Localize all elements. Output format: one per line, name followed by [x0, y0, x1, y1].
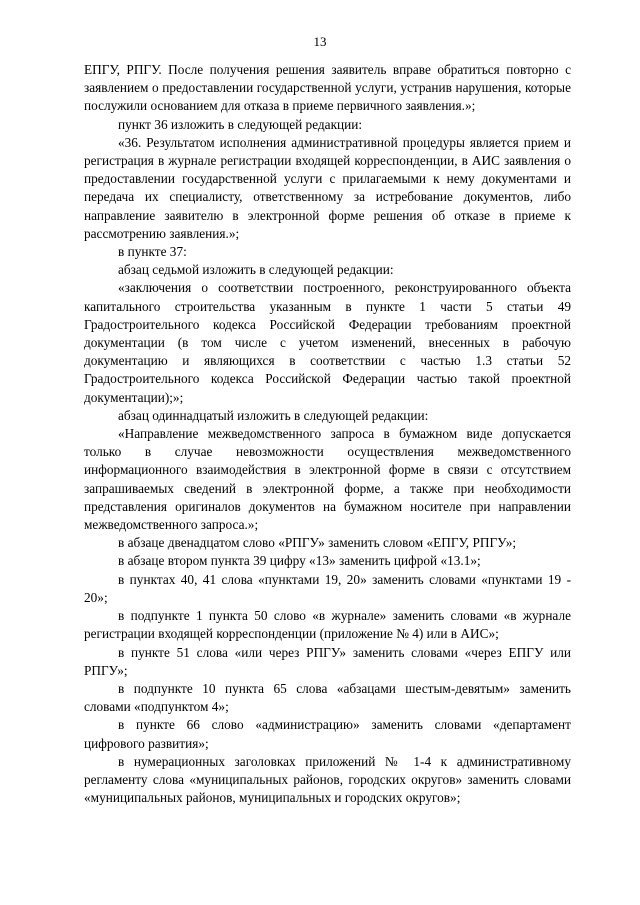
paragraph: в пунктах 40, 41 слова «пунктами 19, 20» заменить словами «пунктами 19 - 20»;: [84, 571, 571, 605]
paragraph: «Направление межведомственного запроса в бумажном виде допускается только в случае невозможности осуществления межведомственного информационного взаимодействия в электронной форме в связи с отсутствием запрашиваемых сведений в электронной форме, а также при необходимости представления оригиналов документов на бумажном носителе при направлении межведомственного запроса.»;: [84, 426, 571, 533]
paragraph: в пункте 66 слово «администрацию» заменить словами «департамент цифрового развития»;: [84, 717, 571, 751]
paragraph: в подпункте 1 пункта 50 слово «в журнале» заменить словами «в журнале регистрации входящей корреспонденции (приложение № 4) или в АИС»;: [84, 608, 571, 642]
paragraph: в пункте 37:: [118, 244, 187, 260]
paragraph: в пункте 51 слова «или через РПГУ» заменить словами «через ЕПГУ или РПГУ»;: [84, 644, 571, 678]
paragraph: «заключения о соответствии построенного, реконструированного объекта капитального строительства указанным в пункте 1 части 5 статьи 49 Градостроительного кодекса Российской Федерации требованиям проектной документации (в том числе с учетом изменений, внесенных в рабочую документацию и являющихся в соответствии с частью 1.3 статьи 52 Градостроительного кодекса Российской Федерации частью такой проектной документации);»;: [84, 280, 571, 405]
paragraph: в подпункте 10 пункта 65 слова «абзацами шестым-девятым» заменить словами «подпунктом 4»;: [84, 680, 571, 715]
paragraph: абзац седьмой изложить в следующей редакции:: [118, 262, 394, 278]
paragraph: пункт 36 изложить в следующей редакции:: [118, 116, 363, 132]
document-body: [84, 61, 571, 807]
paragraph: в абзаце двенадцатом слово «РПГУ» заменить словом «ЕПГУ, РПГУ»;: [118, 535, 517, 551]
paragraph: в абзаце втором пункта 39 цифру «13» заменить цифрой «13.1»;: [118, 553, 481, 569]
paragraph: абзац одиннадцатый изложить в следующей редакции:: [118, 407, 429, 423]
paragraph: «36. Результатом исполнения административной процедуры является прием и регистрация в журнале регистрации входящей корреспонденции, в АИС заявления о предоставлении государственной услуги с прилагаемыми к нему документами и передача их специалисту, ответственному за истребование документов, либо направление заявителю в электронной форме решения об отказе в приеме к рассмотрению заявления.»;: [84, 134, 571, 241]
paragraph: в нумерационных заголовках приложений № 1-4 к административному регламенту слова «муниципальных районов, городских округов» заменить словами «муниципальных районов, муниципальных и городских округов»;: [84, 753, 571, 806]
page-number: 13: [313, 34, 327, 49]
paragraph: ЕПГУ, РПГУ. После получения решения заявитель вправе обратиться повторно с заявлением о предоставлении государственной услуги, устранив нарушения, которые послужили основанием для отказа в приеме первичного заявления.»;: [84, 62, 571, 114]
